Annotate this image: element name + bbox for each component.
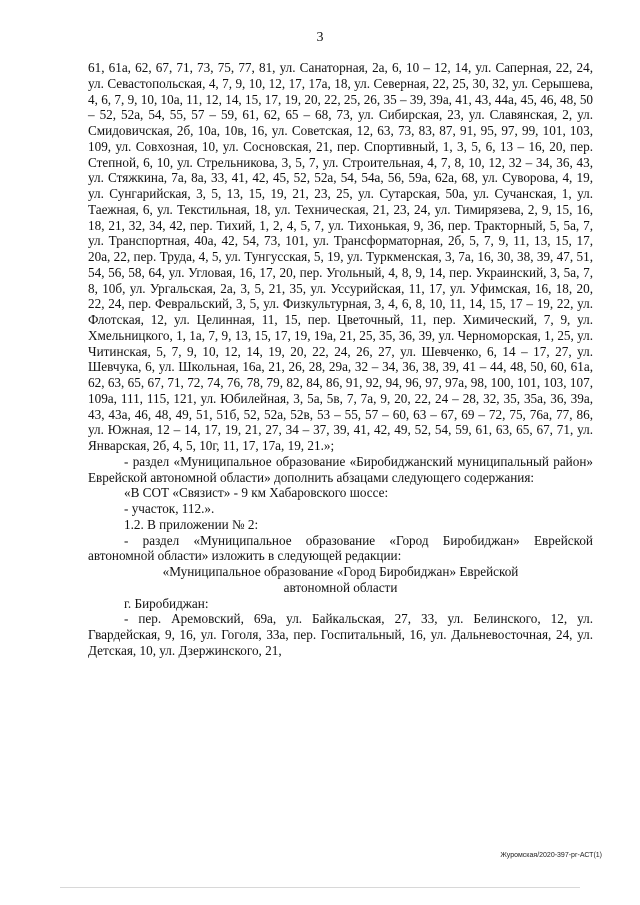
document-body bbox=[88, 60, 593, 659]
footer-document-code: Журомская/2020-397-рг-АСТ(1) bbox=[500, 852, 602, 859]
raion-paragraph: - раздел «Муниципальное образование «Биробиджанский муниципальный район» Еврейской автономной области» дополнить абзацами следующего содержания: bbox=[88, 453, 593, 485]
page-number: 3 bbox=[316, 30, 324, 45]
streets-paragraph-2: - пер. Аремовский, 69а, ул. Байкальская, 27, 33, ул. Белинского, 12, ул. Гвардейская, 9, 16, ул. Гоголя, 33а, пер. Госпитальный, 16, ул. Дальневосточная, 24, ул. Детская, 10, ул. Дзержинского, 21, bbox=[88, 611, 593, 658]
section-heading-line-2: автономной области bbox=[283, 579, 398, 595]
bottom-divider bbox=[60, 887, 580, 888]
streets-paragraph: 61, 61а, 62, 67, 71, 73, 75, 77, 81, ул. Санаторная, 2а, 6, 10 – 12, 14, ул. Саперная, 22, 24, ул. Севастопольская, 4, 7, 9, 10, 12, 17, 17а, 18, ул. Северная, 22, 25, 30, 32, ул. Серышева, 4, 6, 7, 9, 10, 10а, 11, 12, 14, 15, 17, 19, 20, 22, 25, 26, 35 – 39, 39а, 41, 43, 44а, 45, 46, 48, 50 – 52, 52а, 54, 55, 57 – 59, 61, 62, 65 – 68, 73, ул. Сибирская, 23, ул. Славянская, 2, ул. Смидовичская, 2б, 10а, 10в, 16, ул. Советская, 12, 63, 73, 83, 87, 91, 95, 97, 99, 101, 103, 109, ул. Совхозная, 10, ул. Сосновская, 21, пер. Спортивный, 1, 3, 5, 6, 13 – 16, 20, пер. Степной, 6, 10, ул. Стрельникова, 3, 5, 7, ул. Строительная, 4, 7, 8, 10, 12, 32 – 34, 36, 43, ул. Стяжкина, 7а, 8а, 33, 41, 42, 45, 52, 52а, 54, 54а, 56, 59а, 62а, 68, ул. Суворова, 4, 19, ул. Сунгарийская, 3, 5, 13, 15, 19, 21, 23, 25, ул. Сутарская, 50а, ул. Сучанская, 1, ул. Таежная, 6, ул. Текстильная, 18, ул. Техническая, 21, 23, 24, ул. Тимирязева, 2, 9, 15, 16, 18, 21, 32, 34, 42, пер. Тихий, 1, 2, 4, 5, 7, ул. Тихонькая, 9, 36, пер. Тракторный, 5, 5а, 7, ул. Транспортная, 40а, 42, 54, 73, 101, ул. Трансформаторная, 2б, 5, 7, 9, 11, 13, 15, 17, 20а, 22, пер. Труда, 4, 5, ул. Тунгусская, 5, 19, ул. Туркменская, 3, 7а, 16, 30, 38, 39, 47, 51, 54, 56, 58, 64, ул. Угловая, 16, 17, 20, пер. Угольный, 4, 8, 9, 14, пер. Украинский, 3, 5а, 7, 8, 10б, ул. Ургальская, 2а, 3, 5, 21, 35, ул. Уссурийская, 11, 17, ул. Уфимская, 16, 18, 20, 22, 24, пер. Февральский, 3, 5, ул. Физкультурная, 3, 4, 6, 8, 10, 11, 14, 15, 17 – 19, 22, ул. Флотская, 12, ул. Целинная, 11, 15, пер. Цветочный, 11, пер. Химический, 7, 9, ул. Хмельницкого, 1, 1а, 7, 9, 13, 15, 17, 19, 19а, 21, 25, 35, 36, 39, ул. Черноморская, 1, 25, ул. Читинская, 5, 7, 9, 10, 12, 14, 19, 20, 22, 24, 26, 27, ул. Шевченко, 6, 14 – 17, 27, ул. Шевчука, 6, ул. Школьная, 16а, 21, 26, 28, 29а, 32 – 34, 36, 38, 39, 41 – 44, 48, 50, 60, 61а, 62, 63, 65, 67, 71, 72, 74, 76, 78, 79, 82, 84, 86, 91, 92, 94, 96, 97, 97а, 98, 100, 101, 103, 107, 109а, 111, 115, 121, ул. Юбилейная, 3, 5а, 5в, 7, 7а, 9, 20, 22, 24 – 28, 32, 35, 35а, 36, 39а, 43, 43а, 46, 48, 49, 51, 51б, 52, 52а, 52в, 53 – 55, 57 – 60, 63 – 67, 69 – 72, 75, 76а, 77, 86, ул. Южная, 12 – 14, 17, 19, 21, 27, 34 – 37, 39, 41, 42, 49, 52, 54, 59, 61, 63, 65, 67, 71, ул. Январская, 2б, 4, 5, 10г, 11, 17, 17а, 19, 21.»; bbox=[88, 60, 594, 453]
sot-paragraph: «В СОТ «Связист» - 9 км Хабаровского шоссе: bbox=[124, 485, 389, 501]
city-name: г. Биробиджан: bbox=[124, 595, 209, 611]
section-heading-line-1: «Муниципальное образование «Город Биробиджан» Еврейской bbox=[162, 564, 519, 579]
plot-paragraph: - участок, 112.». bbox=[124, 501, 215, 516]
city-section-paragraph: - раздел «Муниципальное образование «Город Биробиджан» Еврейской автономной области» изложить в следующей редакции: bbox=[88, 532, 593, 564]
appendix-paragraph: 1.2. В приложении № 2: bbox=[124, 516, 259, 532]
